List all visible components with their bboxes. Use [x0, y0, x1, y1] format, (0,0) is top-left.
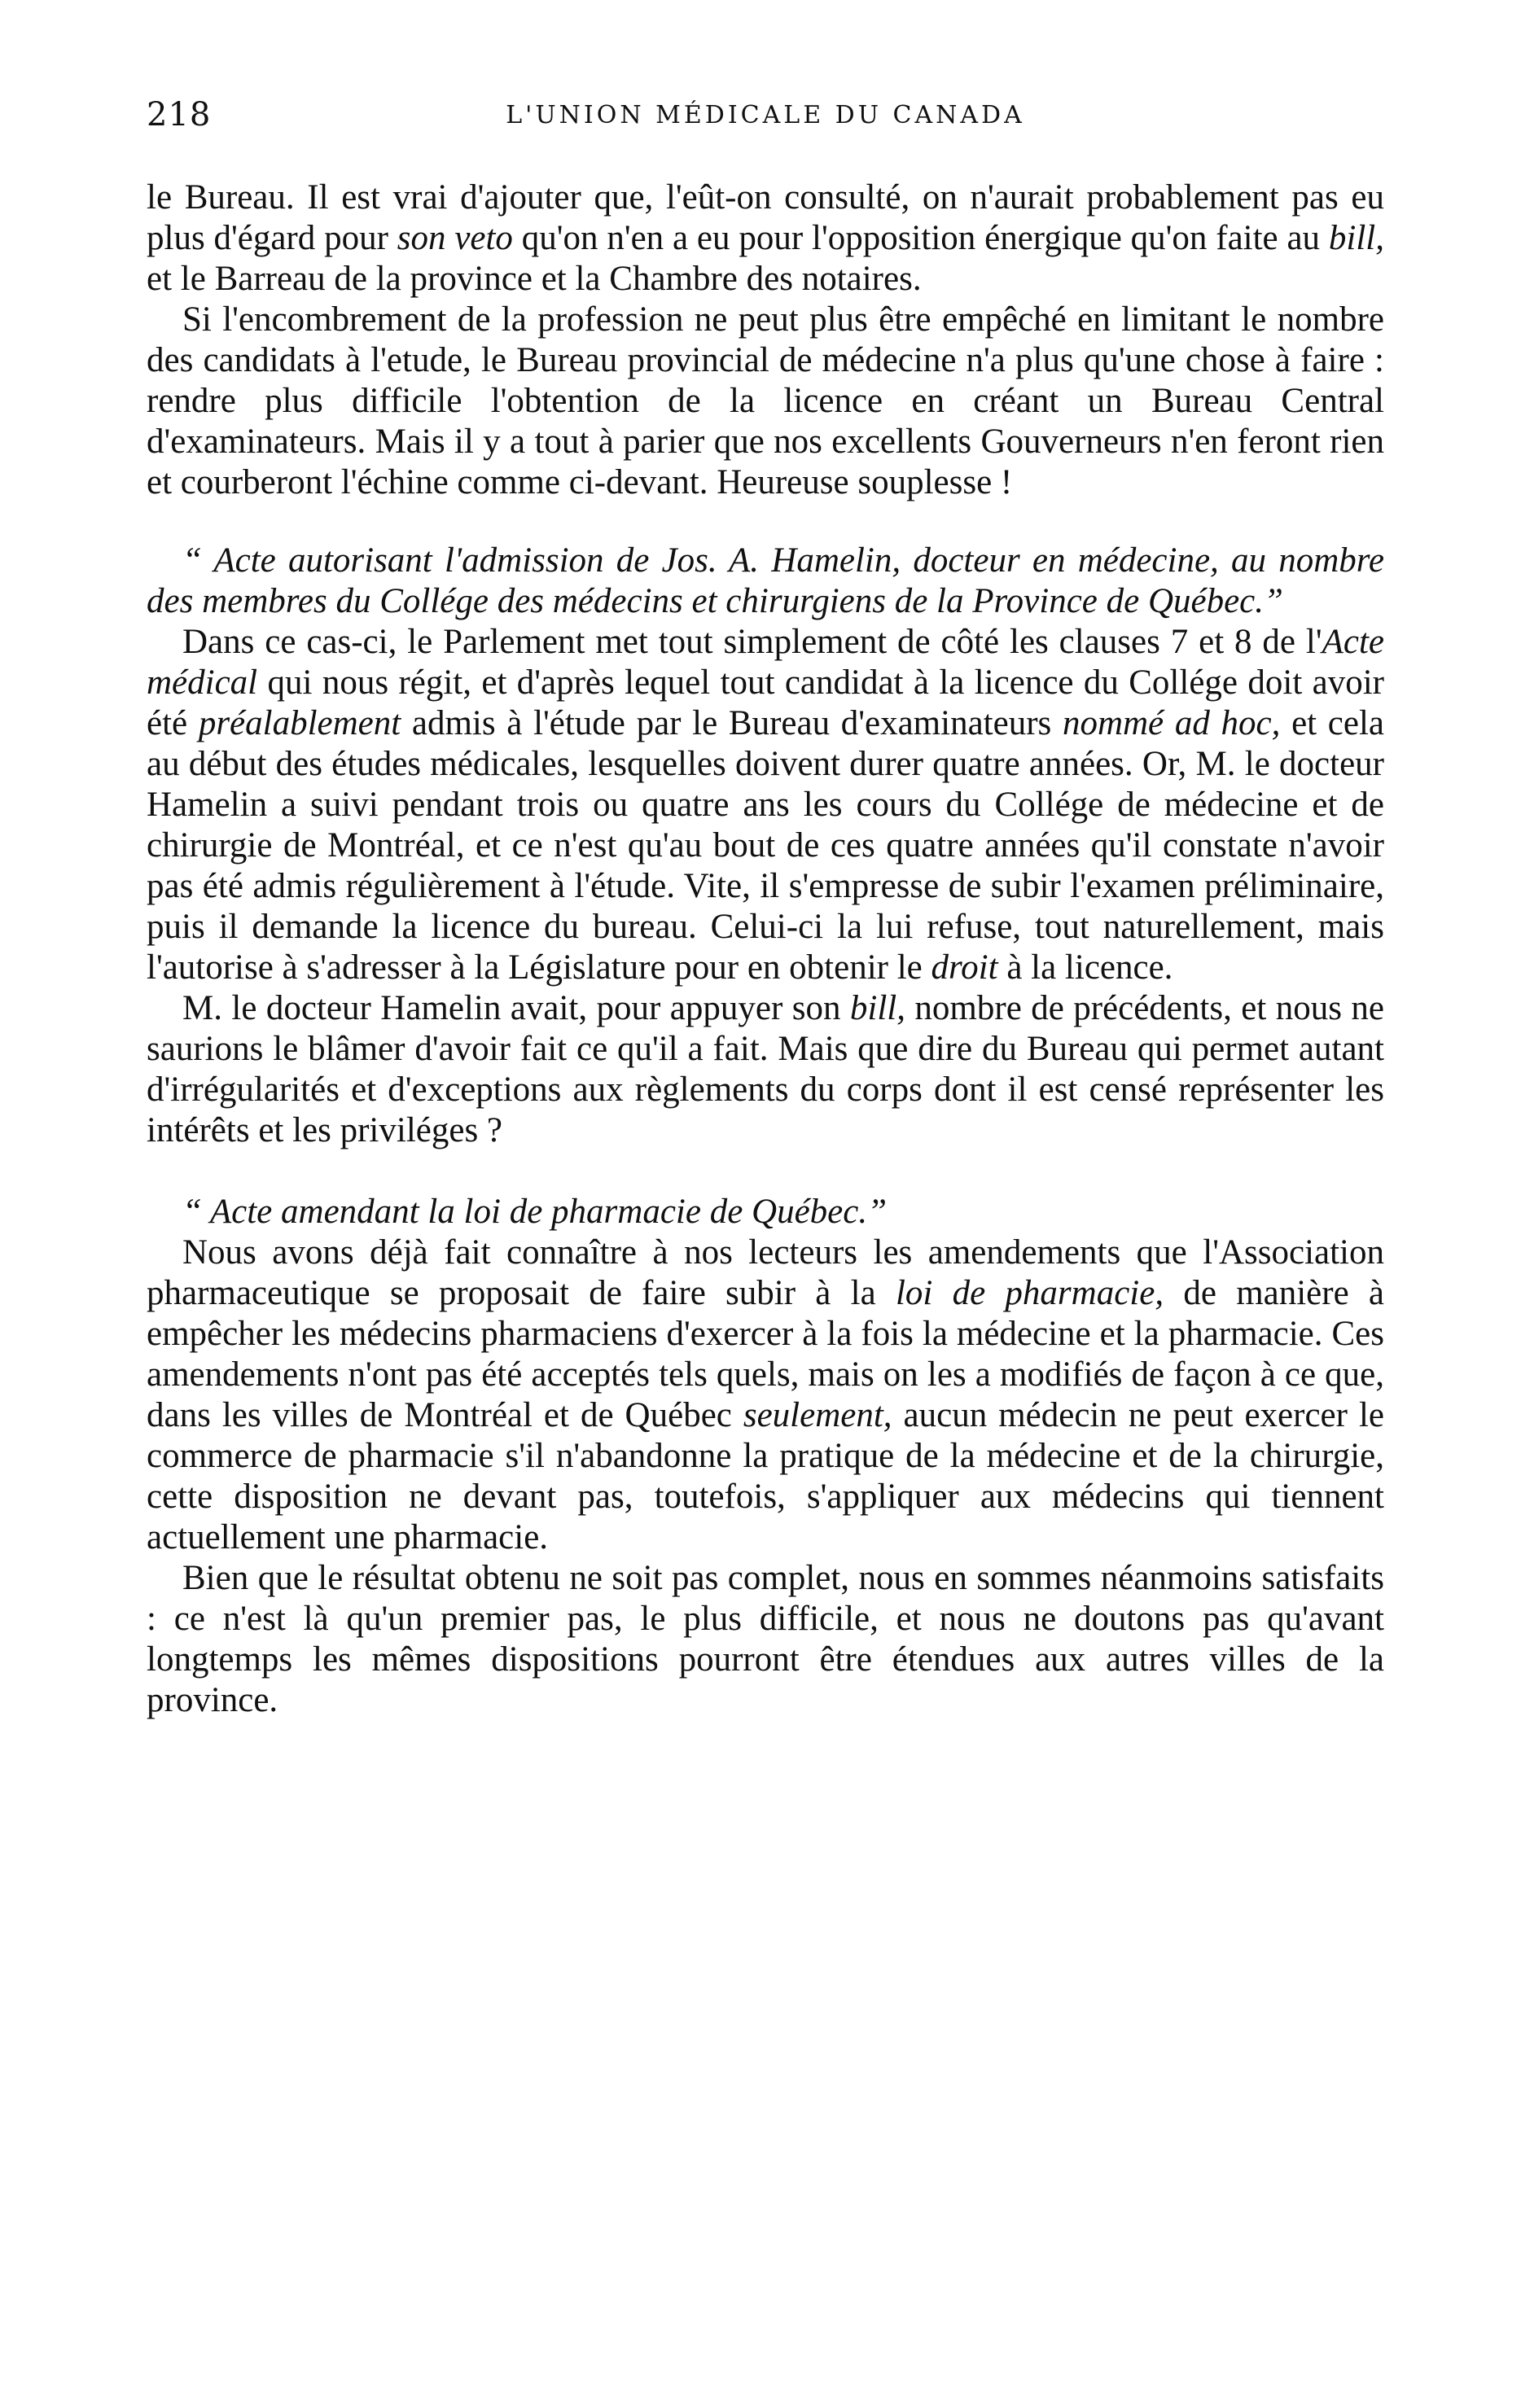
italic-text: seulement,	[743, 1396, 892, 1434]
text-run: Nous avons déjà fait connaître à nos lecteurs les amendements que l'Association pharmaceutique se proposait de faire subir à la	[147, 1233, 1384, 1312]
running-title: L'UNION MÉDICALE DU CANADA	[506, 101, 1025, 129]
text-run: Si l'encombrement de la profession ne peut plus être empêché en limitant le nombre des candidats à l'etude, le Bureau provincial de médecine n'a plus qu'une chose à faire : rendre plus difficile l'obtention de la licence en créant un Bureau Central d'examinateurs. Mais il y a tout à parier que nos excellents Gouverneurs n'en feront rien et courberont l'échine comme ci-devant. Heureuse souplesse !	[147, 300, 1384, 501]
text-run: Bien que le résultat obtenu ne soit pas complet, nous en sommes néanmoins satisfaits : ce n'est là qu'un premier pas, le plus difficile, et nous ne doutons pas qu'avant longtemps les mêmes dispositions pourront être étendues aux autres villes de la province.	[147, 1559, 1384, 1719]
italic-text: préalablement	[198, 704, 401, 742]
italic-text: loi de pharmacie,	[895, 1274, 1164, 1312]
text-run: M. le docteur Hamelin avait, pour appuyer son	[182, 989, 850, 1027]
italic-text: “ Acte amendant la loi de pharmacie de Québec.”	[182, 1193, 887, 1231]
section-heading	[147, 1192, 1384, 1232]
page-number: 218	[147, 96, 212, 134]
text-run: le Bureau. Il est vrai d'ajouter que, l'eût-on consulté, on n'aurait probablement pas eu plus d'égard pour	[147, 178, 1384, 257]
italic-text: “ Acte autorisant l'admission de Jos. A. Hamelin, docteur en médecine, au nombre des membres du Collége des médecins et chirurgiens de la Province de Québec.”	[147, 541, 1384, 620]
page-header	[147, 96, 1384, 145]
text-run: admis à l'étude par le Bureau d'examinateurs	[401, 704, 1063, 742]
paragraph	[147, 988, 1384, 1151]
text-run: nombre de précédents, et nous ne saurions le blâmer d'avoir fait ce qu'il a fait. Mais que dire du Bureau qui permet autant d'irrégularités et d'exceptions aux règlements du corps dont il est censé représenter les intérêts et les priviléges ?	[147, 989, 1384, 1149]
text-run: à la licence.	[997, 948, 1173, 987]
text-run: de manière à empêcher les médecins pharmaciens d'exercer à la fois la médecine et la pharmacie. Ces amendements n'ont pas été acceptés tels quels, mais on les a modifiés de façon à ce que, dans les villes de Montréal et de Québec	[147, 1274, 1384, 1434]
paragraph	[147, 622, 1384, 988]
paragraph	[147, 177, 1384, 300]
italic-text: bill,	[1328, 219, 1384, 257]
section-heading	[147, 541, 1384, 622]
article-body	[147, 177, 1384, 1721]
italic-text: nommé ad hoc,	[1062, 704, 1281, 742]
italic-text: droit	[931, 948, 998, 987]
italic-text: son veto	[397, 219, 513, 257]
text-run: Dans ce cas-ci, le Parlement met tout simplement de côté les clauses 7 et 8 de l'	[182, 623, 1322, 661]
paragraph	[147, 1558, 1384, 1721]
paragraph	[147, 300, 1384, 503]
text-run: qui nous régit, et d'après lequel tout candidat à la licence du Collége doit avoir été	[147, 663, 1384, 742]
italic-text: Acte médical	[147, 623, 1384, 702]
text-run: et le Barreau de la province et la Chambre des notaires.	[147, 260, 922, 298]
text-run: et cela au début des études médicales, lesquelles doivent durer quatre années. Or, M. le docteur Hamelin a suivi pendant trois ou quatre ans les cours du Collége de médecine et de chirurgie de Montréal, et ce n'est qu'au bout de ces quatre années qu'il constate n'avoir pas été admis régulièrement à l'étude. Vite, il s'empresse de subir l'examen préliminaire, puis il demande la licence du bureau. Celui-ci la lui refuse, tout naturellement, mais l'autorise à s'adresser à la Législature pour en obtenir le	[147, 704, 1384, 987]
paragraph	[147, 1232, 1384, 1558]
text-run: aucun médecin ne peut exercer le commerce de pharmacie s'il n'abandonne la pratique de la médecine et de la chirurgie, cette disposition ne devant pas, toutefois, s'appliquer aux médecins qui tiennent actuellement une pharmacie.	[147, 1396, 1384, 1556]
italic-text: bill,	[849, 989, 905, 1027]
text-run: qu'on n'en a eu pour l'opposition énergique qu'on faite au	[512, 219, 1329, 257]
